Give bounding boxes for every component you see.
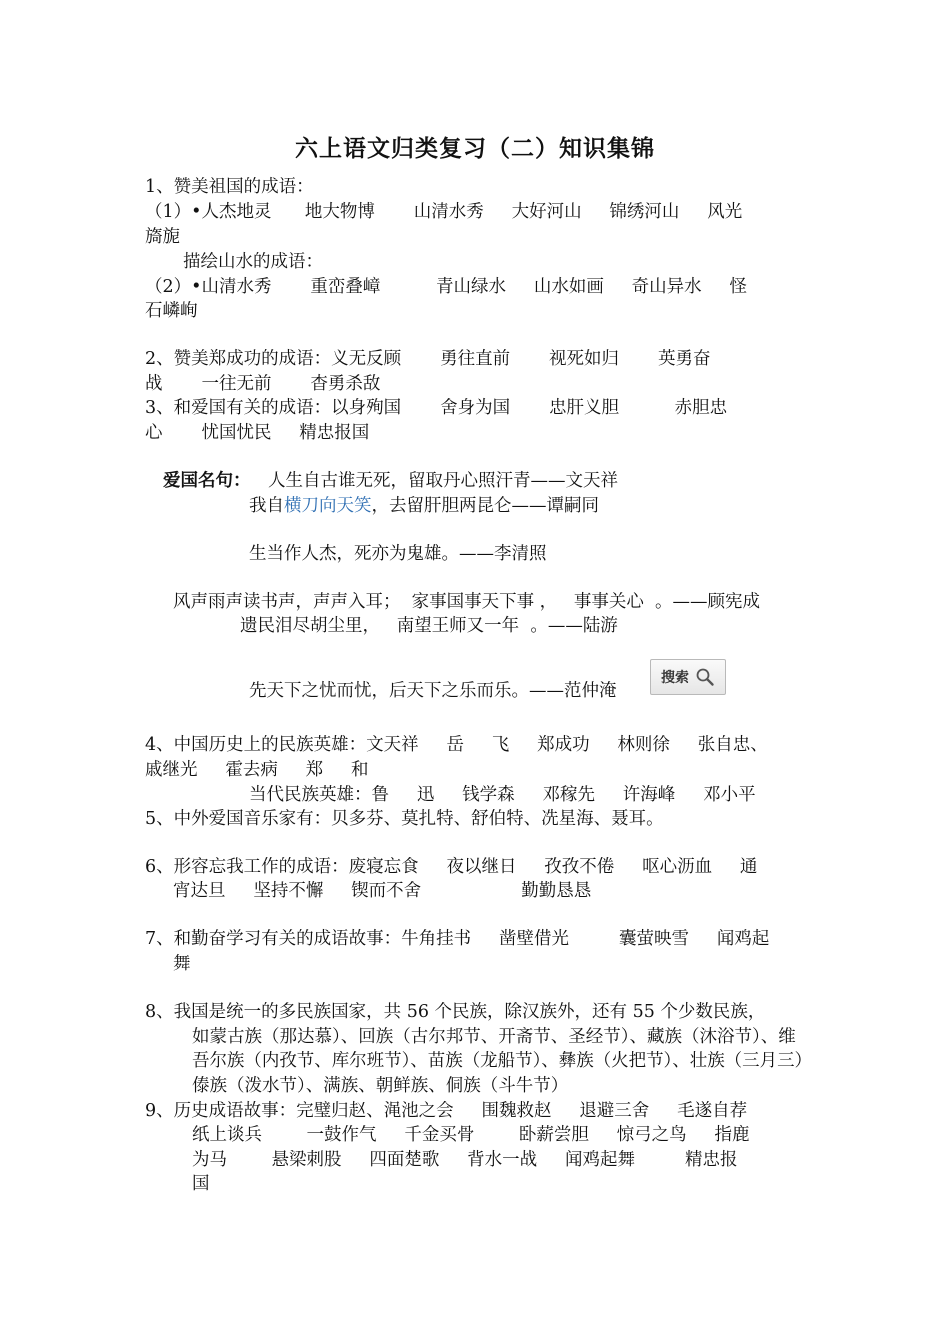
quote-tan-sitong: [249, 494, 599, 518]
section-7-line-2: 舞: [173, 954, 191, 974]
section-1-line-3: （2）•山清水秀 重峦叠嶂 青山绿水 山水如画 奇山异水 怪: [145, 277, 747, 297]
quote-text: 我自: [249, 496, 284, 516]
section-2-line-2: 战 一往无前 杳勇杀敌: [145, 374, 381, 394]
quote-lu-you: 遗民泪尽胡尘里， 南望王师又一年 。——陆游: [240, 616, 618, 636]
quote-gu-xiancheng: 风声雨声读书声，声声入耳； 家事国事天下事 ， 事事关心 。——顾宪成: [173, 592, 760, 612]
search-button[interactable]: [650, 659, 726, 695]
section-1-line-2: 旖旎: [145, 227, 180, 247]
section-1-heading: 1、赞美祖国的成语：: [145, 177, 314, 197]
section-3-line-2: 心 忧国忧民 精忠报国: [145, 423, 370, 443]
section-2-line-1: 2、赞美郑成功的成语：义无反顾 勇往直前 视死如归 英勇奋: [145, 349, 711, 369]
quote-fan-zhongyan: 先天下之忧而忧，后天下之乐而乐。——范仲淹: [249, 681, 617, 701]
section-4-line-2: 戚继光 霍去病 郑 和: [145, 760, 369, 780]
section-7-line-1: 7、和勤奋学习有关的成语故事：牛角挂书 凿壁借光 囊萤映雪 闻鸡起: [145, 929, 770, 949]
section-1-subheading: 描绘山水的成语：: [183, 252, 323, 272]
section-9-line-4: 国: [192, 1174, 210, 1194]
section-8-line-3: 吾尔族（内孜节、库尔班节）、苗族（龙船节）、彝族（火把节）、壮族（三月三）: [192, 1051, 813, 1071]
section-6-line-2: 宵达旦 坚持不懈 锲而不舍 勤勤恳恳: [173, 881, 592, 901]
section-9-line-3: 为马 悬梁刺股 四面楚歌 背水一战 闻鸡起舞 精忠报: [192, 1150, 738, 1170]
quote-link[interactable]: 横刀向天笑: [284, 496, 372, 516]
section-9-line-2: 纸上谈兵 一鼓作气 千金买骨 卧薪尝胆 惊弓之鸟 指鹿: [192, 1125, 750, 1145]
quote-li-qingzhao: 生当作人杰，死亦为鬼雄。——李清照: [249, 544, 547, 564]
quote-wen-tianxiang: 人生自古谁无死，留取丹心照汗青——文天祥: [268, 471, 618, 491]
search-button-label: 搜索: [661, 670, 689, 686]
document-title: 六上语文归类复习（二）知识集锦: [295, 136, 655, 162]
section-8-line-1: 8、我国是统一的多民族国家，共 56 个民族，除汉族外，还有 55 个少数民族，: [145, 1002, 766, 1022]
quote-text: ，去留肝胆两昆仑——谭嗣同: [371, 496, 599, 516]
section-1-line-4: 石嶙峋: [145, 301, 198, 321]
section-5-line-1: 5、中外爱国音乐家有：贝多芬、莫扎特、舒伯特、冼星海、聂耳。: [145, 809, 664, 829]
section-8-line-4: 傣族（泼水节）、满族、朝鲜族、侗族（斗牛节）: [192, 1076, 569, 1096]
quotes-label: 爱国名句：: [163, 471, 251, 491]
section-6-line-1: 6、形容忘我工作的成语：废寝忘食 夜以继日 孜孜不倦 呕心沥血 通: [145, 857, 758, 877]
section-4-line-1: 4、中国历史上的民族英雄：文天祥 岳 飞 郑成功 林则徐 张自忠、: [145, 735, 768, 755]
section-4-line-3: 当代民族英雄：鲁 迅 钱学森 邓稼先 许海峰 邓小平: [249, 785, 756, 805]
section-9-line-1: 9、历史成语故事：完璧归赵、渑池之会 围魏救赵 退避三舍 毛遂自荐: [145, 1101, 748, 1121]
section-8-line-2: 如蒙古族（那达慕）、回族（古尔邦节、开斋节、圣经节）、藏族（沐浴节）、维: [192, 1027, 796, 1047]
section-1-line-1: （1）•人杰地灵 地大物博 山清水秀 大好河山 锦绣河山 风光: [145, 202, 743, 222]
section-3-line-1: 3、和爱国有关的成语：以身殉国 舍身为国 忠肝义胆 赤胆忠: [145, 398, 728, 418]
magnifier-icon: [695, 667, 715, 687]
